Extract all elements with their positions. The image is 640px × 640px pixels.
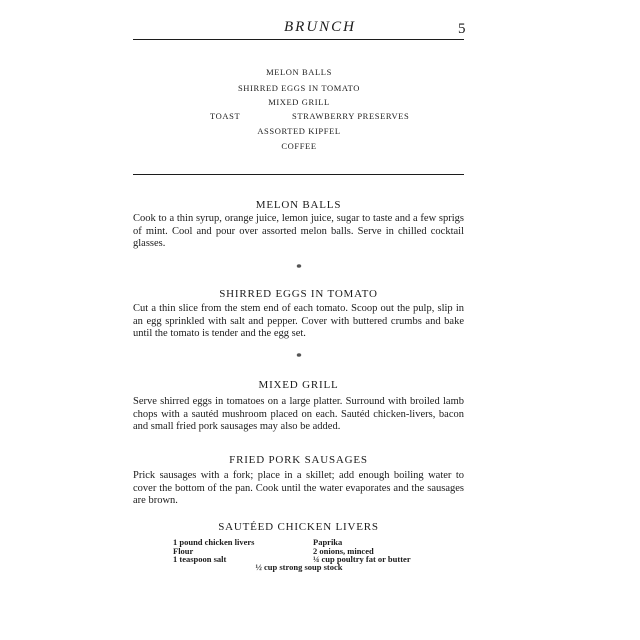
ingredients-left-column xyxy=(173,538,254,564)
menu-item-strawberry-preserves: STRAWBERRY PRESERVES xyxy=(292,111,410,121)
ingredient-item: ½ cup strong soup stock xyxy=(255,562,343,572)
menu-item-melon-balls: MELON BALLS xyxy=(266,67,332,77)
recipe-title-mixed-grill: MIXED GRILL xyxy=(258,379,339,391)
menu-item-coffee: COFFEE xyxy=(281,141,317,151)
ingredient-item: Paprika xyxy=(313,537,343,547)
recipe-text-fried-pork-sausages: Prick sausages with a fork; place in a skillet; add enough boiling water to cover the bottom of the pan. Cook until the water evaporates and the sausages are brown. xyxy=(133,470,464,506)
header-rule xyxy=(133,39,464,40)
recipe-text-shirred-eggs: Cut a thin slice from the stem end of each tomato. Scoop out the pulp, slip in an egg sprinkled with salt and pepper. Cover with buttered crumbs and bake until the tomato is tender and the egg set. xyxy=(133,303,464,339)
menu-item-shirred-eggs: SHIRRED EGGS IN TOMATO xyxy=(237,83,361,93)
page-number: 5 xyxy=(458,21,466,37)
section-divider-star: * xyxy=(296,262,302,274)
recipe-text-mixed-grill: Serve shirred eggs in tomatoes on a large platter. Surround with broiled lamb chops with a sautéd mushroom placed on each. Sautéd chicken-livers, bacon and small fried pork sausages may also be added. xyxy=(133,396,464,432)
recipe-title-fried-pork-sausages: FRIED PORK SAUSAGES xyxy=(229,454,368,466)
recipe-title-melon-balls: MELON BALLS xyxy=(255,199,342,211)
menu-item-kipfel: ASSORTED KIPFEL xyxy=(257,126,341,136)
ingredient-item: ¼ cup poultry fat or butter xyxy=(313,554,411,564)
page-title: BRUNCH xyxy=(284,19,356,35)
ingredient-item: 2 onions, minced xyxy=(313,545,374,556)
ingredient-item: 1 teaspoon salt xyxy=(173,554,227,564)
recipe-title-shirred-eggs: SHIRRED EGGS IN TOMATO xyxy=(219,288,378,300)
ingredient-item: 1 pound chicken livers xyxy=(173,537,255,547)
recipe-text-melon-balls: Cook to a thin syrup, orange juice, lemon juice, sugar to taste and a few sprigs of mint. Cool and pour over assorted melon balls. Serve in chilled cocktail glasses. xyxy=(133,213,464,249)
section-divider-star: * xyxy=(296,351,302,363)
ingredient-item: Flour xyxy=(173,545,194,556)
menu-item-mixed-grill: MIXED GRILL xyxy=(268,97,330,107)
menu-item-toast: TOAST xyxy=(210,111,241,121)
recipe-title-chicken-livers: SAUTÉED CHICKEN LIVERS xyxy=(218,521,379,533)
menu-rule xyxy=(133,174,464,175)
ingredients-right-column xyxy=(313,538,411,564)
